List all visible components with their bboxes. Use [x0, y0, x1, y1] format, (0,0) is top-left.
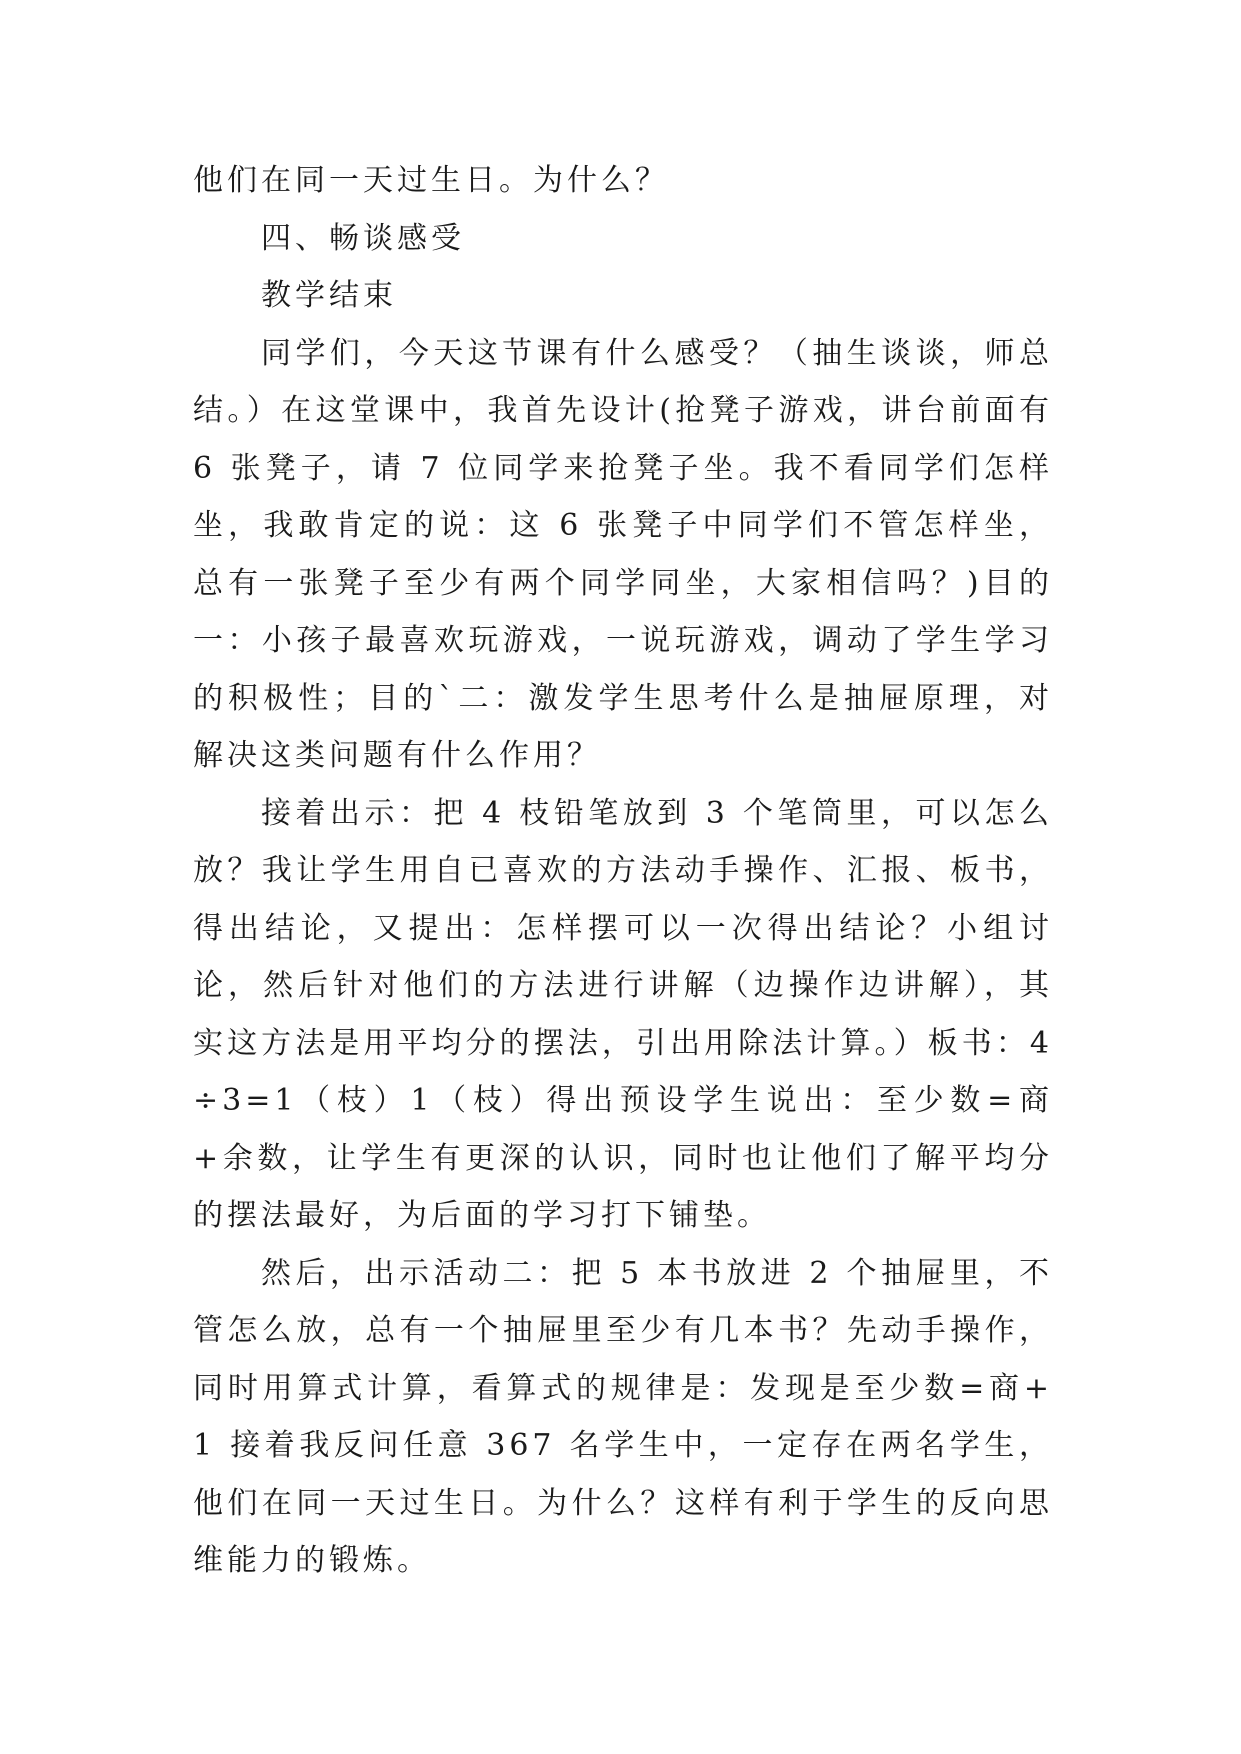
document-body	[193, 152, 1053, 1590]
paragraph: 同学们，今天这节课有什么感受？（抽生谈谈，师总结。）在这堂课中，我首先设计(抢凳子游戏，讲台前面有 6 张凳子，请 7 位同学来抢凳子坐。我不看同学们怎样坐，我敢肯定的说：这 6 张凳子中同学们不管怎样坐，总有一张凳子至少有两个同学同坐，大家相信吗？)目的一：小孩子最喜欢玩游戏，一说玩游戏，调动了学生学习的积极性；目的`二：激发学生思考什么是抽屉原理，对解决这类问题有什么作用？	[193, 335, 1053, 773]
section-heading: 四、畅谈感受	[261, 220, 465, 256]
paragraph: 然后，出示活动二：把 5 本书放进 2 个抽屉里，不管怎么放，总有一个抽屉里至少有几本书？先动手操作，同时用算式计算，看算式的规律是：发现是至少数=商+1 接着我反问任意 367 名学生中，一定存在两名学生，他们在同一天过生日。为什么？这样有利于学生的反向思维能力的锻炼。	[193, 1255, 1053, 1578]
paragraph-continuation: 他们在同一天过生日。为什么？	[193, 163, 669, 198]
subheading: 教学结束	[261, 278, 397, 313]
paragraph: 接着出示：把 4 枝铅笔放到 3 个笔筒里，可以怎么放？我让学生用自已喜欢的方法动手操作、汇报、板书，得出结论，又提出：怎样摆可以一次得出结论？小组讨论，然后针对他们的方法进行讲解（边操作边讲解），其实这方法是用平均分的摆法，引出用除法计算。）板书：4÷3=1（枝）1（枝）得出预设学生说出：至少数=商+余数，让学生有更深的认识，同时也让他们了解平均分的摆法最好，为后面的学习打下铺垫。	[193, 795, 1053, 1233]
